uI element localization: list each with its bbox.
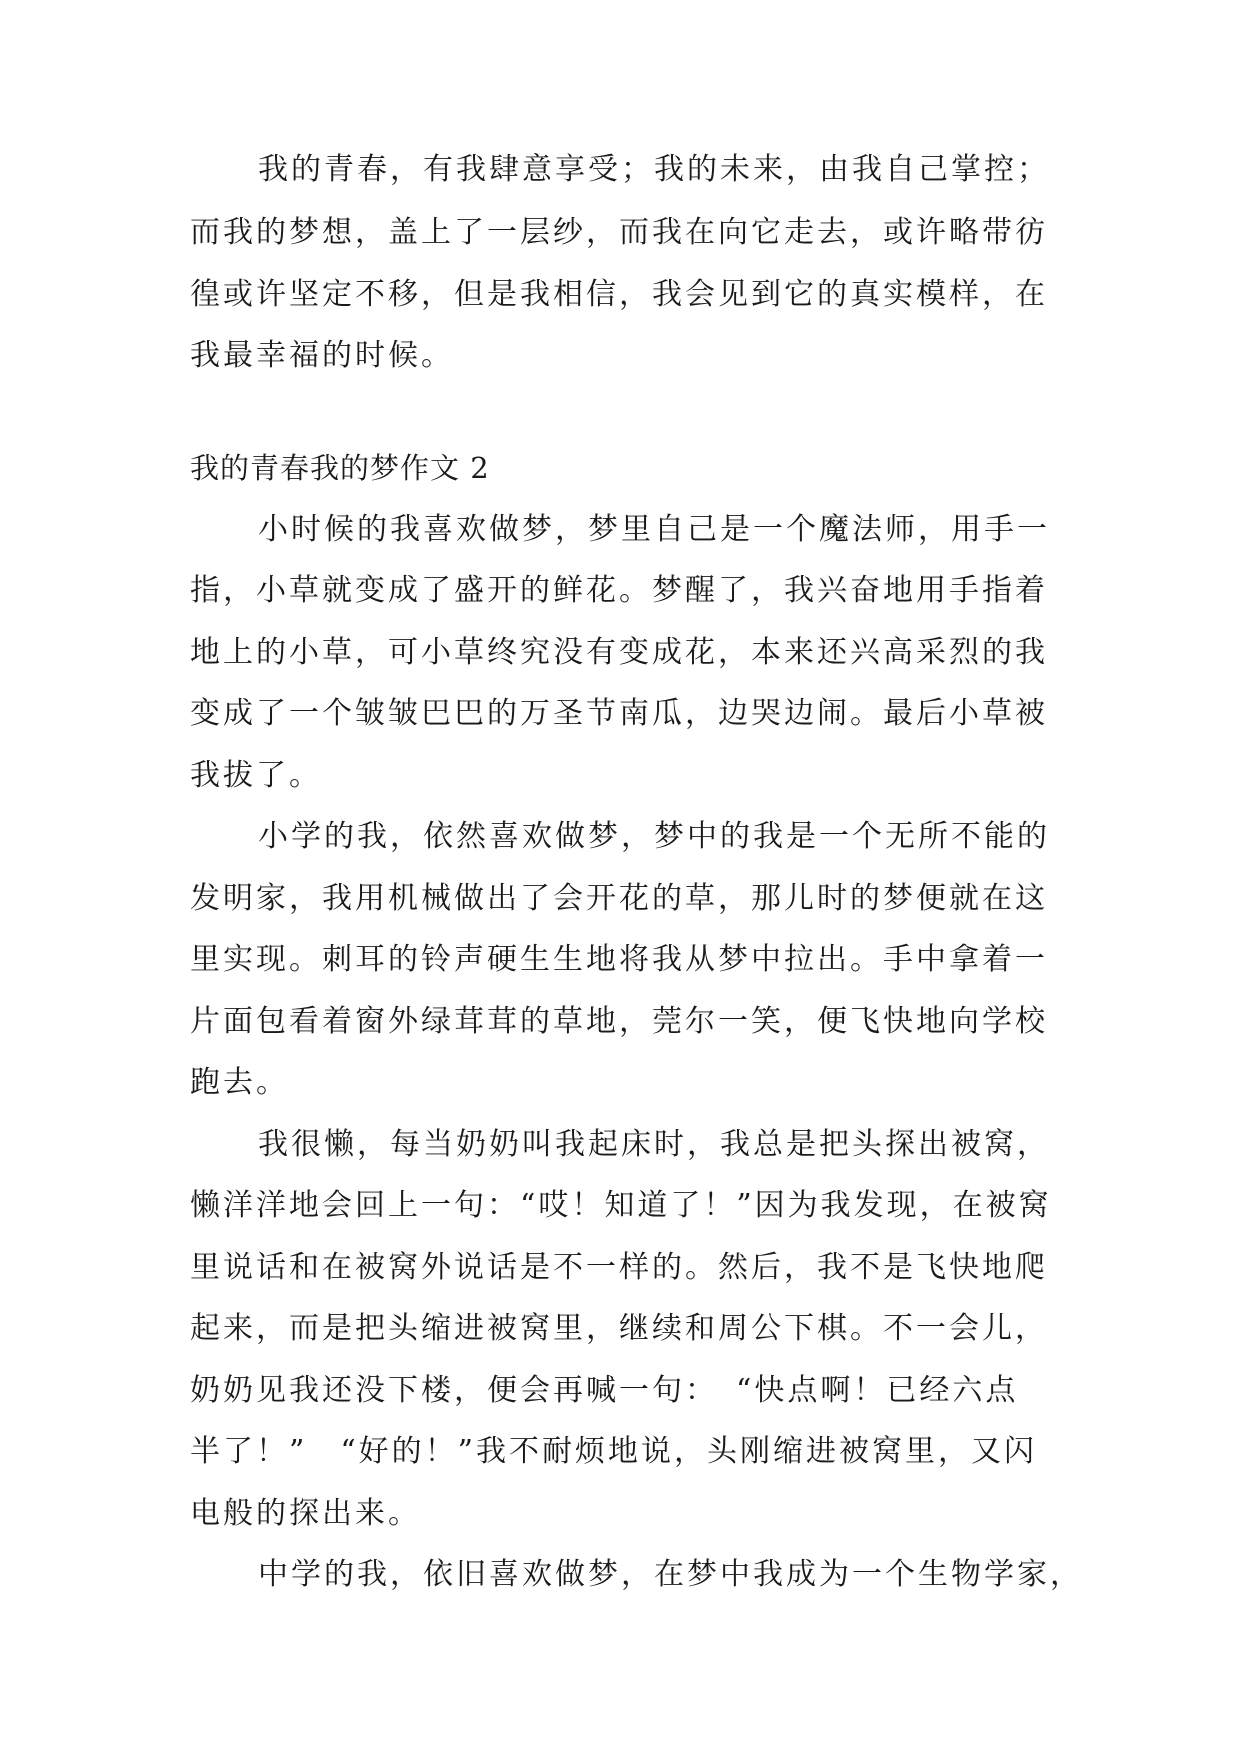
paragraph-line: 电般的探出来。: [190, 1496, 421, 1531]
paragraph-line: 徨或许坚定不移，但是我相信，我会见到它的真实模样，在: [190, 277, 1048, 312]
paragraph-line: 变成了一个皱皱巴巴的万圣节南瓜，边哭边闹。最后小草被: [190, 696, 1048, 731]
paragraph-line: 中学的我，依旧喜欢做梦，在梦中我成为一个生物学家，: [258, 1557, 1083, 1592]
paragraph-line: 我拔了。: [190, 758, 322, 793]
section-heading: 我的青春我的梦作文 2: [190, 451, 490, 485]
paragraph-line: 里实现。刺耳的铃声硬生生地将我从梦中拉出。手中拿着一: [190, 942, 1048, 977]
paragraph-line: 懒洋洋地会回上一句：“哎！知道了！”因为我发现，在被窝: [190, 1188, 1052, 1223]
paragraph-line: 地上的小草，可小草终究没有变成花，本来还兴高采烈的我: [190, 635, 1048, 670]
paragraph-line: 我很懒，每当奶奶叫我起床时，我总是把头探出被窝，: [258, 1127, 1050, 1162]
paragraph-line: 小时候的我喜欢做梦，梦里自己是一个魔法师，用手一: [258, 512, 1050, 547]
paragraph-line: 我的青春，有我肆意享受；我的未来，由我自己掌控；: [258, 152, 1050, 187]
paragraph-line: 跑去。: [190, 1065, 289, 1100]
paragraph-line: 起来，而是把头缩进被窝里，继续和周公下棋。不一会儿，: [190, 1311, 1048, 1346]
paragraph-line: 而我的梦想，盖上了一层纱，而我在向它走去，或许略带彷: [190, 215, 1048, 250]
paragraph-line: 发明家，我用机械做出了会开花的草，那儿时的梦便就在这: [190, 881, 1048, 916]
paragraph-line: 奶奶见我还没下楼，便会再喊一句： “快点啊！已经六点: [190, 1373, 1019, 1408]
paragraph-line: 半了！” “好的！”我不耐烦地说，头刚缩进被窝里，又闪: [190, 1434, 1038, 1469]
paragraph-line: 里说话和在被窝外说话是不一样的。然后，我不是飞快地爬: [190, 1250, 1048, 1285]
paragraph-line: 我最幸福的时候。: [190, 338, 454, 373]
paragraph-line: 小学的我，依然喜欢做梦，梦中的我是一个无所不能的: [258, 819, 1050, 854]
paragraph-line: 片面包看着窗外绿茸茸的草地，莞尔一笑，便飞快地向学校: [190, 1004, 1048, 1039]
paragraph-line: 指，小草就变成了盛开的鲜花。梦醒了，我兴奋地用手指着: [190, 573, 1048, 608]
